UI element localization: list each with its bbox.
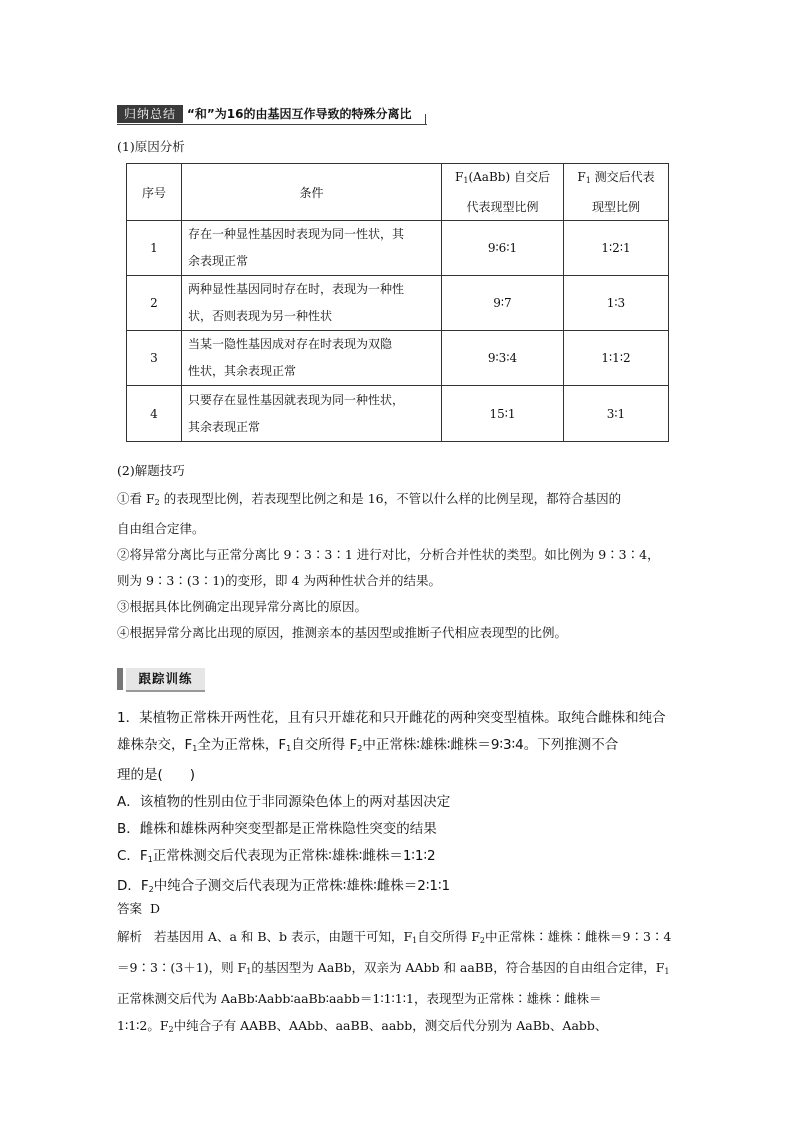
table-row	[127, 386, 669, 442]
summary-title: “和”为16的由基因互作导致的特殊分离比	[187, 107, 412, 121]
row-self-ratio: 9∶6∶1	[442, 221, 564, 276]
row-self-ratio: 15∶1	[442, 386, 564, 442]
tip-3: ③根据具体比例确定出现异常分离比的原因。	[117, 599, 368, 614]
question-line-3: 理的是( )	[117, 767, 196, 783]
question-line-2: 雄株杂交，$F_1$全为正常株，$F_1$自交所得 $F_2$中正常株∶雄株∶雌株＝9∶3∶4。下列推测不合	[117, 737, 619, 753]
explanation-line-3: 正常株测交后代为 AaBb∶Aabb∶aaBb∶aabb＝1∶1∶1∶1，表现型为正常株∶雄株∶雌株＝	[117, 991, 602, 1006]
table-row	[127, 221, 669, 276]
row-test-ratio: 1∶1∶2	[564, 331, 669, 386]
row-no: 1	[127, 221, 182, 276]
table-row	[127, 331, 669, 386]
question-line-1: 1．某植物正常株开两性花，且有只开雄花和只开雌花的两种突变型植株。取纯合雌株和纯合	[117, 710, 666, 726]
row-condition: 两种显性基因同时存在时，表现为一种性 状，否则表现为另一种性状	[182, 276, 442, 331]
training-bar	[117, 668, 123, 690]
option-a: A．该植物的性别由位于非同源染色体上的两对基因决定	[117, 794, 451, 810]
training-title: 跟踪训练	[126, 668, 205, 692]
row-self-ratio: 9∶3∶4	[442, 331, 564, 386]
tips-block	[117, 486, 687, 646]
answer-line: 答案 D	[117, 901, 160, 916]
answer-value: D	[149, 901, 160, 916]
tip-1-cont: 自由组合定律。	[117, 521, 205, 536]
row-test-ratio: 1∶3	[564, 276, 669, 331]
header-condition: 条件	[182, 164, 442, 221]
option-d: D．$F_2$中纯合子测交后代表现为正常株∶雄株∶雌株＝2∶1∶1	[117, 878, 451, 894]
divider-tick	[425, 114, 426, 124]
tip-4: ④根据异常分离比出现的原因，推测亲本的基因型或推断子代相应表现型的比例。	[117, 625, 568, 640]
table-row	[127, 276, 669, 331]
summary-tag: 归纳总结	[117, 105, 183, 123]
option-c: C．$F_1$正常株测交后代表现为正常株∶雄株∶雌株＝1∶1∶2	[117, 848, 436, 864]
tip-2-cont: 则为 9∶3∶(3∶1)的变形，即 4 为两种性状合并的结果。	[117, 573, 441, 588]
explanation-line-2: ＝9∶3∶(3＋1)，则 $F_1$的基因型为 AaBb，双亲为 AAbb 和 aaBB，符合基因的自由组合定律，$F_1$	[117, 960, 670, 976]
header-f1-self: $F_1(AaBb)$ 自交后 代表现型比例	[442, 164, 564, 221]
row-test-ratio: 3∶1	[564, 386, 669, 442]
row-self-ratio: 9∶7	[442, 276, 564, 331]
row-condition: 存在一种显性基因时表现为同一性状，其 余表现正常	[182, 221, 442, 276]
row-test-ratio: 1∶2∶1	[564, 221, 669, 276]
section-heading-cause: (1)原因分析	[117, 139, 185, 154]
row-no: 4	[127, 386, 182, 442]
section-heading-tips: (2)解题技巧	[117, 463, 185, 478]
table-header-row	[127, 164, 669, 221]
explanation-line-4: 1∶1∶2。$F_2$中纯合子有 AABB、AAbb、aaBB、aabb，测交后代分别为 AaBb、Aabb、	[117, 1018, 608, 1034]
row-condition: 只要存在显性基因就表现为同一种性状， 其余表现正常	[182, 386, 442, 442]
training-banner	[117, 668, 205, 690]
answer-block	[117, 895, 697, 1043]
tip-2: ②将异常分离比与正常分离比 9∶3∶3∶1 进行对比，分析合并性状的类型。如比例为 9∶3∶4，	[117, 547, 660, 562]
option-b: B．雌株和雄株两种突变型都是正常株隐性突变的结果	[117, 821, 437, 837]
row-no: 3	[127, 331, 182, 386]
row-no: 2	[127, 276, 182, 331]
header-f1-test: $F_1$ 测交后代表 现型比例	[564, 164, 669, 221]
summary-banner	[117, 105, 427, 123]
divider	[117, 124, 427, 125]
explanation-line-1: 解析 若基因用 A、a 和 B、b 表示，由题干可知，$F_1$自交所得 $F_2$中正常株∶雄株∶雌株＝9∶3∶4	[117, 929, 672, 945]
question-block	[117, 705, 697, 903]
row-condition: 当某一隐性基因成对存在时表现为双隐 性状，其余表现正常	[182, 331, 442, 386]
ratio-table	[126, 163, 669, 442]
tip-1: ①看 $F_2$ 的表现型比例，若表现型比例之和是 16，不管以什么样的比例呈现，都符合基因的	[117, 491, 622, 507]
header-no: 序号	[127, 164, 182, 221]
